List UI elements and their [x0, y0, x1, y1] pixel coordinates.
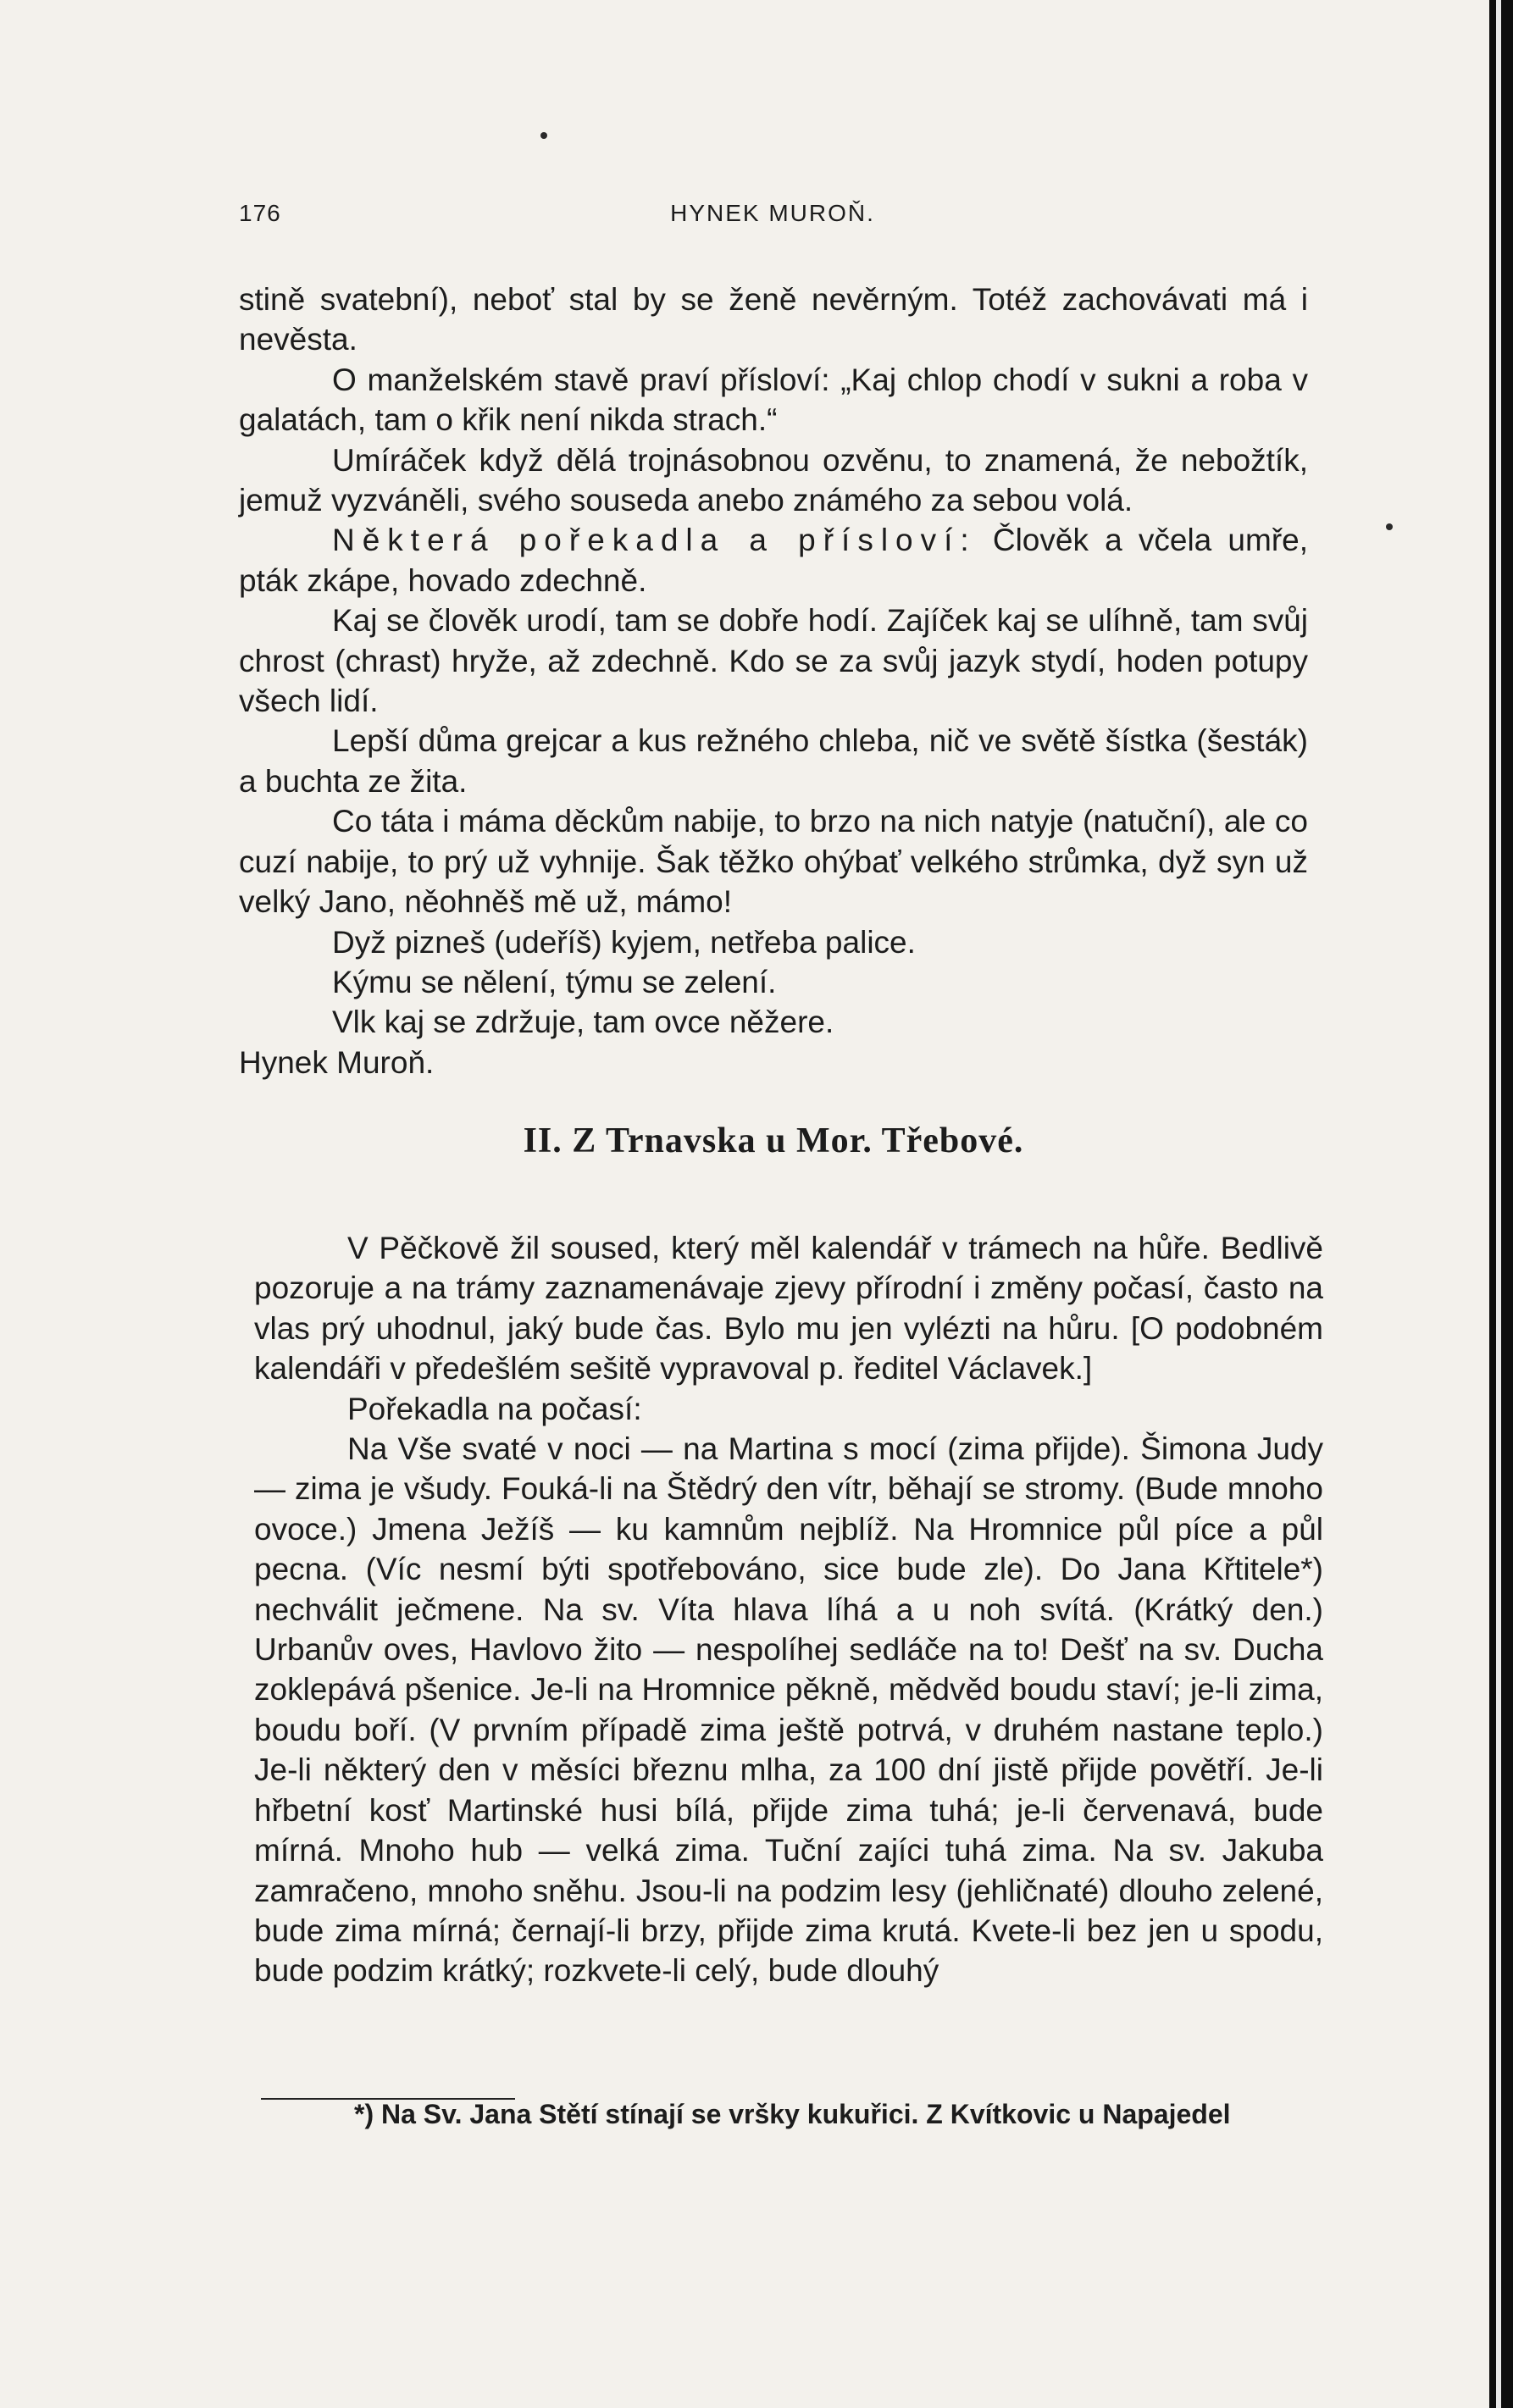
page-number: 176	[239, 200, 281, 226]
proverb: Kýmu se nělení, týmu se zelení.	[332, 964, 777, 999]
proverb: Kaj se člověk urodí, tam se dobře hodí. Zajíček kaj se ulíhně, tam svůj chrost (chrast) hryže, až zdechně. Kdo se za svůj jazyk stydí, hoden potupy všech lidí.	[239, 603, 1308, 719]
proverb: Lepší důma grejcar a kus režného chleba, nič ve světě šístka (šesták) a buchta ze žita.	[239, 723, 1308, 799]
paragraph: V Pěčkově žil soused, který měl kalendář v trámech na hůře. Bedlivě pozoruje a na trámy zaznamenávaje zjevy přírodní i změny počasí, často na vlas prý uhodnul, jaký bude čas. Bylo mu jen vylézti na hůru. [O podobném kalendáři v předešlém sešitě vypravoval p. ředitel Václavek.]	[254, 1231, 1323, 1387]
proverb: Vlk kaj se zdržuje, tam ovce něžere.	[332, 1005, 834, 1040]
sayings-heading: Pořekadla na počasí:	[347, 1391, 642, 1426]
paragraph: Na Vše svaté v noci — na Martina s mocí (zima přijde). Šimona Judy — zima je všudy. Fouká-li na Štědrý den vítr, běhají se stromy. (Bude mnoho ovoce.) Jmena Ježíš — ku kamnům nejblíž. Na Hromnice půl píce a půl pecna. (Víc nesmí býti spotřebováno, sice bude zle). Do Jana Křtitele*) nechválit ječmene. Na sv. Víta hlava líhá a u noh svítá. (Krátký den.) Urbanův oves, Havlovo žito — nespolíhej sedláče na to! Dešť na sv. Ducha zoklepává pšenice. Je-li na Hromnice pěkně, mědvěd boudu staví; je-li zima, boudu boří. (V prvním případě zima ještě potrvá, v druhém nastane teplo.) Je-li některý den v měsíci březnu mlha, za 100 dní jistě přijde povětří. Je-li hřbetní kosť Martinské husi bílá, přijde zima tuhá; je-li červenavá, bude mírná. Mnoho hub — velká zima. Tuční zajíci tuhá zima. Na sv. Jakuba zamračeno, mnoho sněhu. Jsou-li na podzim lesy (jehličnaté) dlouho zelené, bude zima mírná; černají-li brzy, přijde zima krutá. Kvete-li bez jen u spodu, bude podzim krátký; rozkvete-li celý, bude dlouhý	[254, 1431, 1323, 1989]
proverb: Co táta i máma děckům nabije, to brzo na nich natyje (natuční), ale co cuzí nabije, to prý už vyhnije. Šak těžko ohýbať velkého strůmka, dyž syn už velký Jano, něohněš mě už, mámo!	[239, 804, 1308, 920]
scan-border	[1489, 0, 1513, 2408]
paragraph: Umíráček když dělá trojnásobnou ozvěnu, to znamená, že nebožtík, jemuž vyzváněli, svého souseda anebo známého za sebou volá.	[239, 442, 1308, 518]
section-two	[254, 1228, 1323, 1991]
proverbs-intro: Člověk a včela umře, pták zkápe, hovado zdechně.	[239, 523, 1308, 598]
proverb: Dyž pizneš (udeříš) kyjem, netřeba palice.	[332, 924, 916, 960]
proverbs-paragraph	[239, 520, 1308, 601]
ink-speck	[540, 132, 547, 139]
signature: Hynek Muroň.	[239, 1044, 435, 1080]
paragraph: stině svatební), neboť stal by se ženě nevěrným. Totéž zachovávati má i nevěsta.	[239, 282, 1308, 357]
footnote: *) Na Sv. Jana Stětí stínají se vršky kukuřici. Z Kvítkovic u Napajedel	[354, 2099, 1231, 2129]
ink-speck	[1386, 523, 1393, 530]
proverbs-heading: Některá pořekadla a přísloví:	[332, 523, 977, 558]
section-one	[239, 280, 1308, 1179]
section-title: II. Z Trnavska u Mor. Třebové.	[523, 1121, 1024, 1161]
running-title: HYNEK MUROŇ.	[670, 200, 875, 226]
paragraph: O manželském stavě praví přísloví: „Kaj chlop chodí v sukni a roba v galatách, tam o křik není nikda strach.“	[239, 362, 1308, 438]
page-header	[239, 200, 1306, 230]
